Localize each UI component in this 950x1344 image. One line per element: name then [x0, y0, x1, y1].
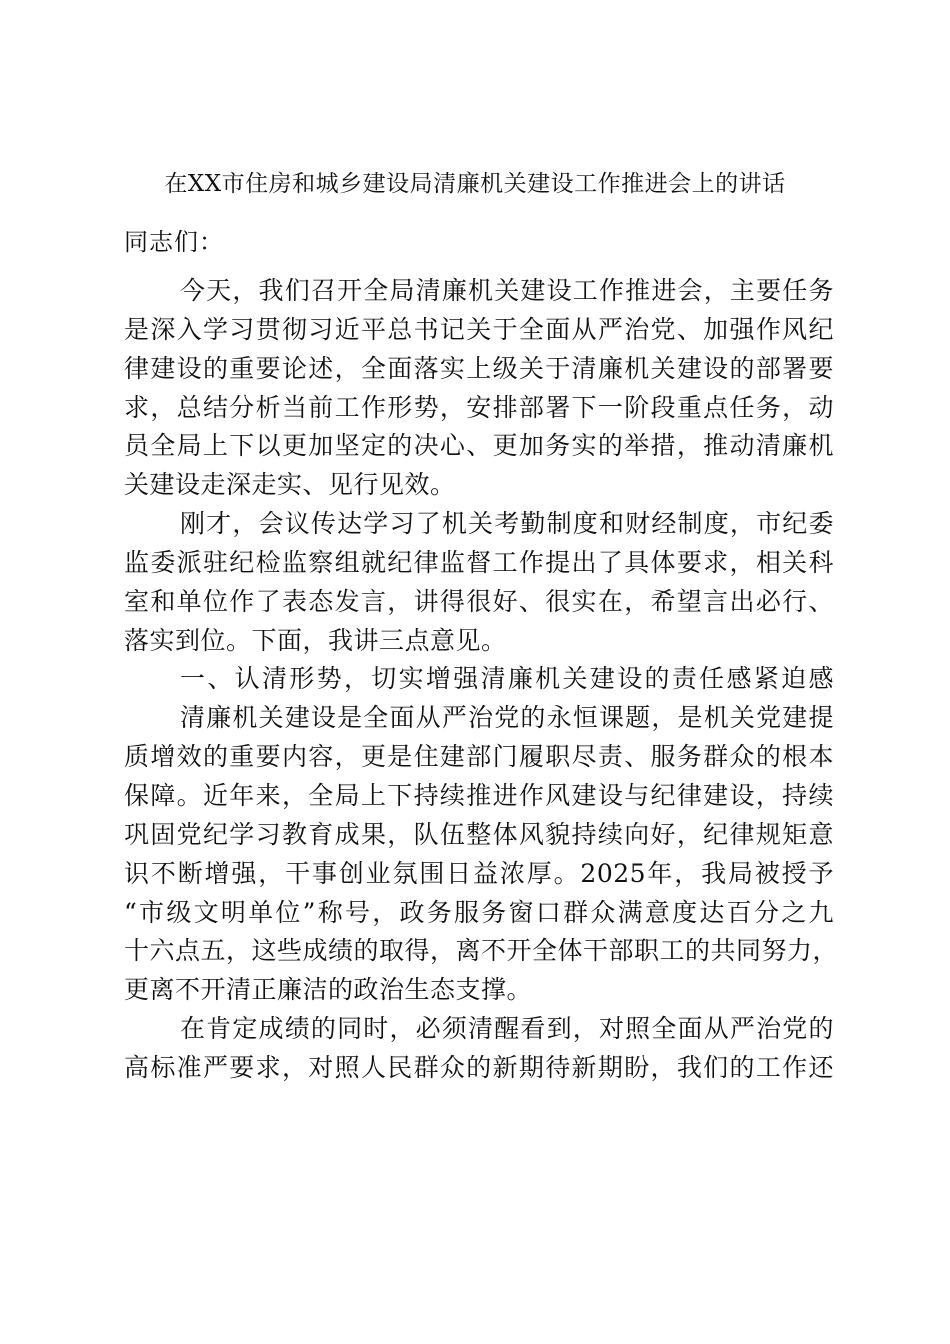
text-line: 更离不开清正廉洁的政治生态支撑。: [124, 975, 533, 1005]
text-line: “市级文明单位”称号，政务服务窗口群众满意度达百分之九: [124, 897, 834, 927]
text-line: 律建设的重要论述，全面落实上级关于清廉机关建设的部署要: [124, 353, 834, 383]
text-line: 质增效的重要内容，更是住建部门履职尽责、服务群众的根本: [124, 742, 834, 772]
text-line: 高标准严要求，对照人民群众的新期待新期盼，我们的工作还: [124, 1052, 834, 1082]
text-line: 识不断增强，干事创业氛围日益浓厚。2025年，我局被授予: [124, 858, 834, 888]
text-line: 刚才，会议传达学习了机关考勤制度和财经制度，市纪委: [180, 509, 834, 539]
greeting: 同志们：: [124, 228, 224, 256]
text-line: 一、认清形势，切实增强清廉机关建设的责任感紧迫感: [180, 664, 834, 694]
text-line: 员全局上下以更加坚定的决心、更加务实的举措，推动清廉机: [124, 431, 834, 461]
text-line: 关建设走深走实、见行见效。: [124, 470, 456, 500]
text-line: 十六点五，这些成绩的取得，离不开全体干部职工的共同努力，: [124, 936, 839, 966]
document-title: 在XX市住房和城乡建设局清廉机关建设工作推进会上的讲话: [164, 171, 786, 197]
text-line: 监委派驻纪检监察组就纪律监督工作提出了具体要求，相关科: [124, 547, 834, 577]
text-line: 今天，我们召开全局清廉机关建设工作推进会，主要任务: [180, 276, 834, 305]
text-line: 保障。近年来，全局上下持续推进作风建设与纪律建设，持续: [124, 780, 834, 810]
text-line: 室和单位作了表态发言，讲得很好、很实在，希望言出必行、: [124, 586, 834, 616]
body-text: [124, 272, 839, 1088]
text-line: 落实到位。下面，我讲三点意见。: [124, 625, 507, 655]
text-line: 求，总结分析当前工作形势，安排部署下一阶段重点任务，动: [124, 392, 834, 422]
text-line: 巩固党纪学习教育成果，队伍整体风貌持续向好，纪律规矩意: [124, 819, 834, 849]
text-line: 在肯定成绩的同时，必须清醒看到，对照全面从严治党的: [180, 1014, 834, 1044]
text-line: 清廉机关建设是全面从严治党的永恒课题，是机关党建提: [180, 703, 834, 733]
text-line: 是深入学习贯彻习近平总书记关于全面从严治党、加强作风纪: [124, 314, 834, 344]
